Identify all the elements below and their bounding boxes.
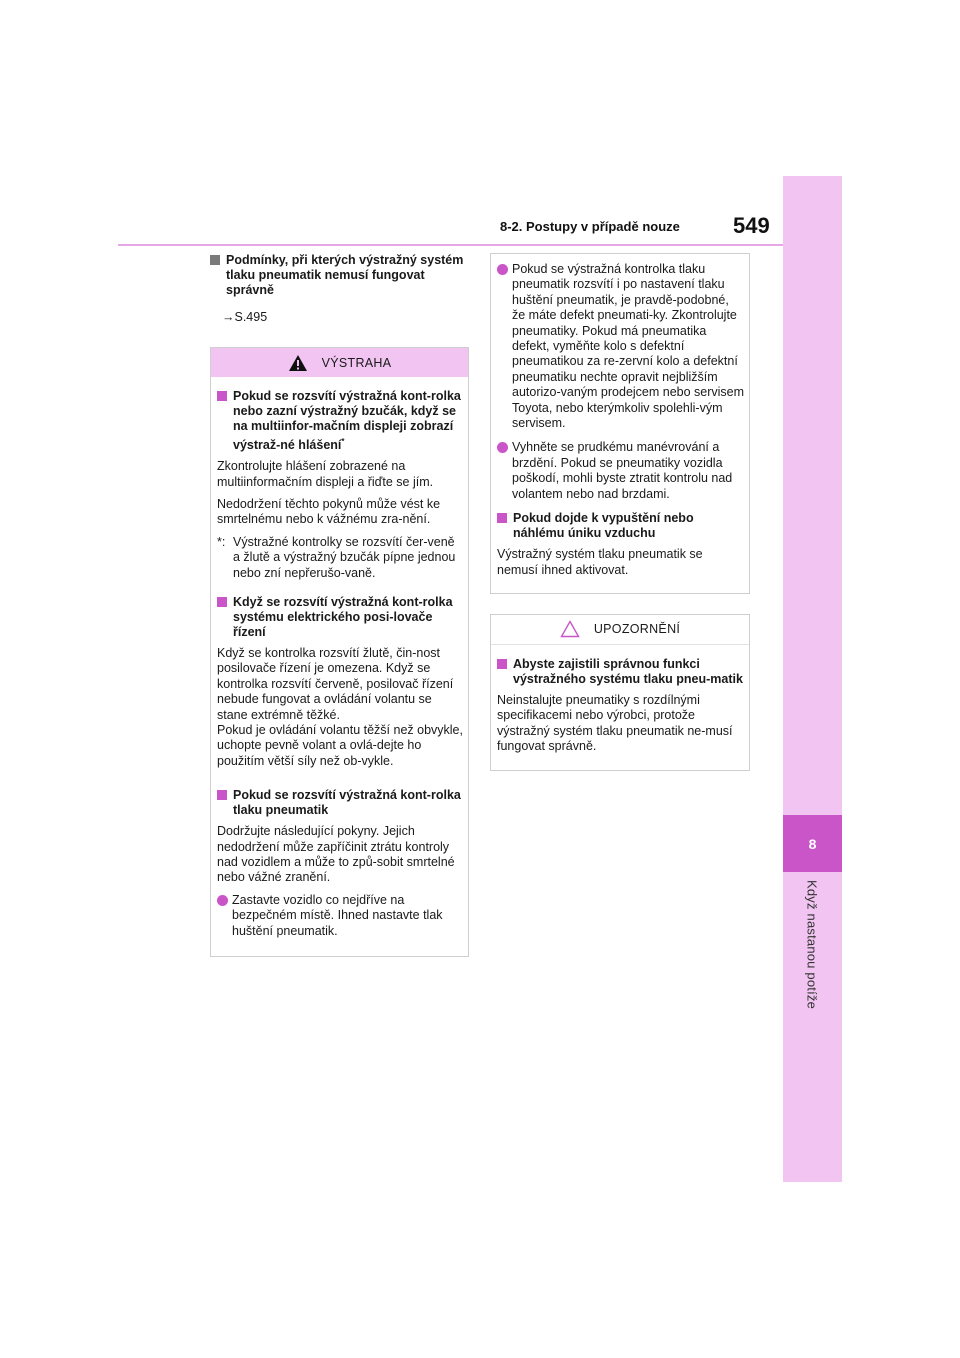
paragraph: Když se kontrolka rozsvítí žlutě, čin-nost posilovače řízení je omezena. Když se kontrolka rozsvítí červeně, posilovač řízení nebude fungovat a ovládání volantu se stane extrémně těžké. Pokud je ovládání volantu těžší než obvykle, uchopte pevně volant a ovlá-dejte ho použitím větší síly než ob-vykle.	[217, 646, 463, 768]
square-bullet-icon	[210, 255, 220, 265]
warning-title: VÝSTRAHA	[321, 355, 392, 370]
square-bullet-icon	[217, 597, 227, 607]
warning-box-continued-body	[491, 254, 749, 593]
warning-box	[210, 347, 469, 957]
square-bullet-icon	[217, 391, 227, 401]
conditions-heading: Podmínky, při kterých výstražný systém tlaku pneumatik nemusí fungovat správně	[210, 253, 469, 298]
list-item: Vyhněte se prudkému manévrování a brzdění. Pokud se pneumatiky vozidla poškodí, mohli byste ztratit kontrolu nad volantem nebo nad brzdami.	[497, 440, 745, 502]
round-bullet-icon	[497, 264, 508, 275]
warning-box-continued	[490, 253, 750, 594]
list-item: Zastavte vozidlo co nejdříve na bezpečném místě. Ihned nastavte tlak huštění pneumatik.	[217, 893, 464, 939]
round-bullet-icon	[217, 895, 228, 906]
chapter-number-badge: 8	[783, 815, 842, 872]
caution-section-heading: Abyste zajistili správnou funkci výstražného systému tlaku pneu-matik	[497, 657, 745, 687]
paragraph: Neinstalujte pneumatiky s rozdílnými specifikacemi nebo výrobci, protože výstražný systém tlaku pneumatik ne-musí fungovat správně.	[497, 692, 733, 754]
warning-box-header	[211, 348, 468, 377]
paragraph: Nedodržení těchto pokynů může vést ke smrtelnému nebo k vážnému zra-nění.	[217, 496, 441, 527]
footnote: *: Výstražné kontrolky se rozsvítí čer-veně a žlutě a výstražný bzučák pípne jednou nebo zní nepřerušo-vaně.	[217, 534, 456, 580]
warning-section-heading: Když se rozsvítí výstražná kont-rolka systému elektrického posi-lovače řízení	[217, 595, 464, 640]
warning-section-heading: Pokud se rozsvítí výstražná kont-rolka nebo zazní výstražný bzučák, když se na multiinfor-mačním displeji zobrazí výstraž-né hlášení*	[217, 389, 464, 453]
header-divider	[118, 244, 783, 246]
chapter-side-tab	[783, 176, 842, 1182]
square-bullet-icon	[217, 790, 227, 800]
warning-section-heading: Pokud dojde k vypuštění nebo náhlému úniku vzduchu	[497, 511, 745, 541]
paragraph: Dodržujte následující pokyny. Jejich nedodržení může zapříčinit ztrátu kontroly nad vozidlem a může to způ-sobit smrtelné nebo vážné zranění.	[217, 824, 455, 885]
square-bullet-icon	[497, 513, 507, 523]
left-column	[210, 253, 469, 957]
caution-box-header	[491, 615, 749, 645]
footnote-mark: *:	[217, 534, 226, 549]
caution-box-body	[491, 645, 749, 770]
caution-triangle-icon	[560, 620, 580, 638]
page-reference-link[interactable]: →S.495	[222, 310, 268, 324]
paragraph: Zkontrolujte hlášení zobrazené na multiinformačním displeji a řiďte se jím.	[217, 459, 434, 489]
square-bullet-icon	[497, 659, 507, 669]
section-header: 8-2. Postupy v případě nouze	[500, 219, 680, 234]
round-bullet-icon	[497, 442, 508, 453]
chapter-title-vertical: Když nastanou potíže	[804, 880, 820, 1010]
caution-title: UPOZORNĚNÍ	[593, 622, 681, 637]
warning-box-body	[211, 377, 468, 956]
warning-section-heading: Pokud se rozsvítí výstražná kont-rolka tlaku pneumatik	[217, 788, 464, 818]
warning-triangle-icon	[288, 354, 308, 372]
right-column	[490, 253, 750, 771]
paragraph: Výstražný systém tlaku pneumatik se nemusí ihned aktivovat.	[497, 547, 703, 577]
caution-box	[490, 614, 750, 771]
list-item: Pokud se výstražná kontrolka tlaku pneumatik rozsvítí i po nastavení tlaku huštění pneumatik, je pravdě-podobné, že máte defekt pneumati-ky. Zkontrolujte pneumatiky. Pokud má pneumatika defekt, vyměňte kolo s defektní pneumatikou za re-zervní kolo a defektní pneumatiku nechte opravit nejbližším autorizo-vaným prodejcem nebo servisem Toyota, nebo kterýmkoliv spolehli-vým servisem.	[497, 262, 745, 431]
page-number: 549	[733, 213, 770, 238]
